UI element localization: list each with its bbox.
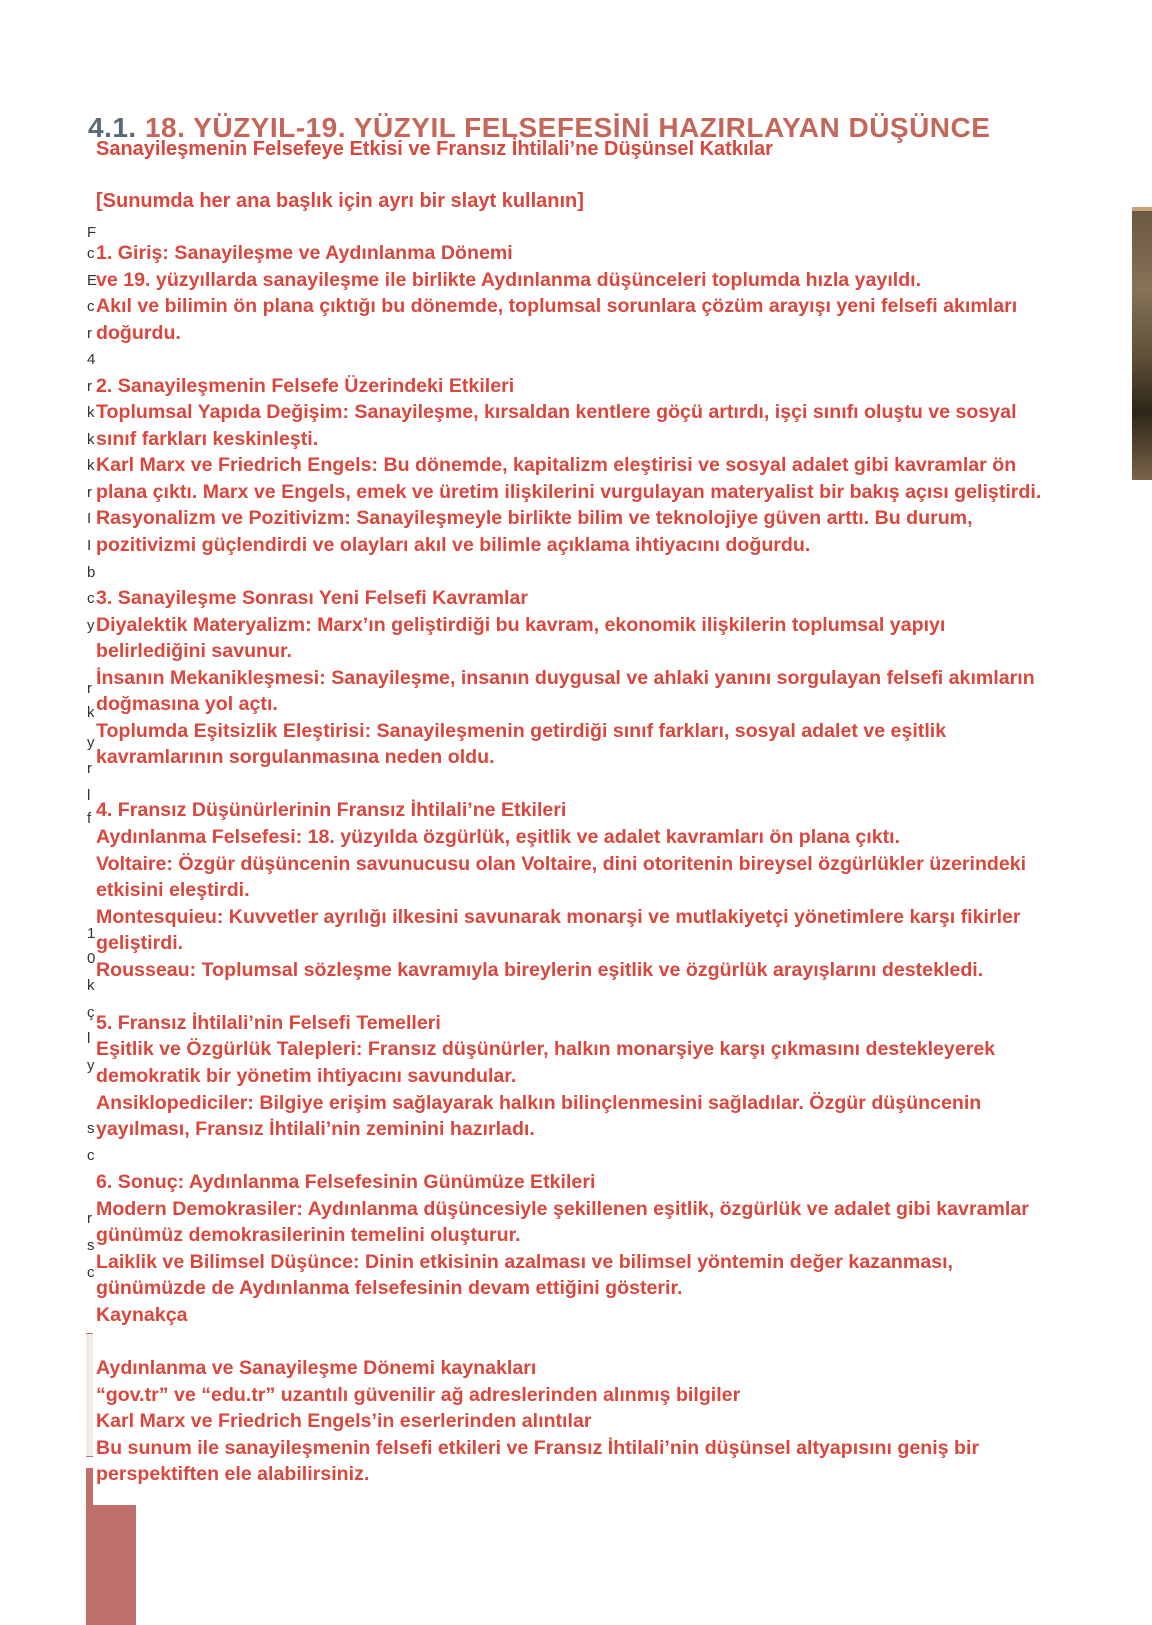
decor-block-red xyxy=(86,1505,136,1625)
text-line: plana çıktı. Marx ve Engels, emek ve üretim ilişkilerini vurgulayan materyalist bir bakış açısı geliştirdi. xyxy=(96,480,1042,503)
text-fragment: F xyxy=(87,224,97,241)
text-line: Laiklik ve Bilimsel Düşünce: Dinin etkisinin azalması ve bilimsel yöntemin değer kazanması, xyxy=(96,1250,953,1273)
text-line: 4. Fransız Düşünürlerinin Fransız İhtilali’ne Etkileri xyxy=(96,799,567,822)
text-fragment: s xyxy=(87,1237,95,1254)
text-line: pozitivizmi güçlendirdi ve olayları akıl ve bilimle açıklama ihtiyacını doğurdu. xyxy=(96,534,811,557)
text-line: günümüzde de Aydınlanma felsefesinin devam ettiğini gösterir. xyxy=(96,1277,683,1300)
text-line: “gov.tr” ve “edu.tr” uzantılı güvenilir ağ adreslerinden alınmış bilgiler xyxy=(96,1383,741,1406)
text-fragment: c xyxy=(87,590,95,607)
text-fragment: y xyxy=(87,617,95,634)
text-line: doğurdu. xyxy=(96,321,181,344)
text-fragment: b xyxy=(87,564,96,581)
text-fragment: E xyxy=(87,272,98,289)
text-line: doğmasına yol açtı. xyxy=(96,693,278,716)
document-body xyxy=(96,240,1146,1488)
text-fragment: s xyxy=(87,1120,95,1137)
text-fragment: 0 xyxy=(87,950,96,967)
text-line: 6. Sonuç: Aydınlanma Felsefesinin Günümüze Etkileri xyxy=(96,1171,596,1194)
text-fragment: 4 xyxy=(87,351,96,368)
text-fragment: f xyxy=(87,810,92,827)
blank-line xyxy=(96,346,1146,373)
text-fragment: I xyxy=(87,537,92,554)
text-line: sınıf farkları keskinleşti. xyxy=(96,427,319,450)
text-line: 2. Sanayileşmenin Felsefe Üzerindeki Etkileri xyxy=(96,374,515,397)
text-fragment: k xyxy=(87,704,95,721)
text-line: Eşitlik ve Özgürlük Talepleri: Fransız düşünürler, halkın monarşiye karşı çıkmasını destekleyerek xyxy=(96,1038,996,1061)
text-fragment: l xyxy=(87,1030,91,1047)
text-fragment: y xyxy=(87,734,95,751)
text-line: Karl Marx ve Friedrich Engels’in eserlerinden alıntılar xyxy=(96,1410,592,1433)
text-fragment: I xyxy=(87,510,92,527)
text-line: 1. Giriş: Sanayileşme ve Aydınlanma Dönemi xyxy=(96,242,513,264)
text-line: Diyalektik Materyalizm: Marx’ın geliştirdiği bu kavram, ekonomik ilişkilerin toplumsal yapıyı xyxy=(96,613,946,636)
section-number: 4.1. xyxy=(88,112,137,143)
text-line: Rasyonalizm ve Pozitivizm: Sanayileşmeyle birlikte bilim ve teknolojiye güven arttı. Bu durum, xyxy=(96,507,973,530)
text-line: demokratik bir yönetim ihtiyacını savundular. xyxy=(96,1064,517,1087)
blank-line xyxy=(96,771,1146,798)
text-fragment: c xyxy=(87,1147,95,1164)
text-fragment: k xyxy=(87,457,95,474)
section-title: 18. YÜZYIL-19. YÜZYIL FELSEFESİNİ HAZIRLAYAN DÜŞÜNCE xyxy=(144,112,991,143)
text-line: Toplumsal Yapıda Değişim: Sanayileşme, kırsaldan kentlere göçü artırdı, işçi sınıfı oluştu ve sosyal xyxy=(96,401,1017,424)
text-line: etkisini eleştirdi. xyxy=(96,879,250,902)
text-fragment: k xyxy=(87,431,95,448)
text-fragment: c xyxy=(87,1264,95,1281)
text-fragment: ç xyxy=(87,1004,95,1021)
text-line: Voltaire: Özgür düşüncenin savunucusu olan Voltaire, dini otoritenin bireysel özgürlükler üzerindeki xyxy=(96,852,1027,875)
text-line: kavramlarının sorgulanmasına neden oldu. xyxy=(96,746,495,769)
text-fragment: 1 xyxy=(87,925,96,942)
text-line: 5. Fransız İhtilali’nin Felsefi Temelleri xyxy=(96,1011,441,1034)
text-line: İnsanın Mekanikleşmesi: Sanayileşme, insanın duygusal ve ahlaki yanını sorgulayan felsefi akımların xyxy=(96,666,1035,689)
blank-line xyxy=(96,1328,1146,1355)
text-fragment: r xyxy=(87,325,92,342)
text-line: Bu sunum ile sanayileşmenin felsefi etkileri ve Fransız İhtilali’nin düşünsel altyapısını geniş bir xyxy=(96,1436,980,1459)
text-line: Modern Demokrasiler: Aydınlanma düşüncesiyle şekillenen eşitlik, özgürlük ve adalet gibi kavramlar xyxy=(96,1197,1029,1220)
blank-line xyxy=(96,559,1146,586)
blank-line xyxy=(96,1143,1146,1170)
text-line: ve 19. yüzyıllarda sanayileşme ile birlikte Aydınlanma düşünceleri toplumda hızla yayıldı. xyxy=(96,268,922,291)
text-line: Ansiklopediciler: Bilgiye erişim sağlayarak halkın bilinçlenmesini sağladılar. Özgür düşüncenin xyxy=(96,1091,982,1114)
text-line: 3. Sanayileşme Sonrası Yeni Felsefi Kavramlar xyxy=(96,587,529,610)
text-fragment: l xyxy=(87,787,91,804)
text-line: Aydınlanma ve Sanayileşme Dönemi kaynakları xyxy=(96,1356,537,1379)
text-fragment: r xyxy=(87,1210,92,1227)
slide-note: [Sunumda her ana başlık için ayrı bir slayt kullanın] xyxy=(96,190,584,212)
text-fragment: c xyxy=(87,245,95,262)
text-fragment: r xyxy=(87,484,92,501)
text-line: geliştirdi. xyxy=(96,932,184,955)
text-line: Aydınlanma Felsefesi: 18. yüzyılda özgürlük, eşitlik ve adalet kavramları ön plana çıktı. xyxy=(96,826,901,849)
text-fragment: y xyxy=(87,1057,95,1074)
text-line: belirlediğini savunur. xyxy=(96,640,292,663)
text-fragment: k xyxy=(87,977,95,994)
text-line: Toplumda Eşitsizlik Eleştirisi: Sanayileşmenin getirdiği sınıf farkları, sosyal adalet ve eşitlik xyxy=(96,719,947,742)
text-line: Akıl ve bilimin ön plana çıktığı bu dönemde, toplumsal sorunlara çözüm arayışı yeni felsefi akımları xyxy=(96,295,1018,318)
subtitle: Sanayileşmenin Felsefeye Etkisi ve Fransız İhtilali’ne Düşünsel Katkılar xyxy=(96,138,773,160)
text-line: yayılması, Fransız İhtilali’nin zeminini hazırladı. xyxy=(96,1118,535,1141)
text-fragment: r xyxy=(87,680,92,697)
text-fragment: k xyxy=(87,404,95,421)
blank-line xyxy=(96,983,1146,1010)
text-line: Kaynakça xyxy=(96,1303,188,1326)
text-line: günümüz demokrasilerinin temelini oluşturur. xyxy=(96,1224,521,1247)
text-fragment: r xyxy=(87,378,92,395)
text-fragment: r xyxy=(87,760,92,777)
text-line: Karl Marx ve Friedrich Engels: Bu dönemde, kapitalizm eleştirisi ve sosyal adalet gibi kavramlar ön xyxy=(96,454,1017,477)
text-line: perspektiften ele alabilirsiniz. xyxy=(96,1463,370,1486)
text-line: Montesquieu: Kuvvetler ayrılığı ilkesini savunarak monarşi ve mutlakiyetçi yönetimlere karşı fikirler xyxy=(96,905,1021,928)
text-line: Rousseau: Toplumsal sözleşme kavramıyla bireylerin eşitlik ve özgürlük arayışlarını destekledi. xyxy=(96,958,984,981)
text-fragment: c xyxy=(87,298,95,315)
side-photo-strip xyxy=(1132,207,1152,480)
decor-bar xyxy=(86,1333,93,1457)
